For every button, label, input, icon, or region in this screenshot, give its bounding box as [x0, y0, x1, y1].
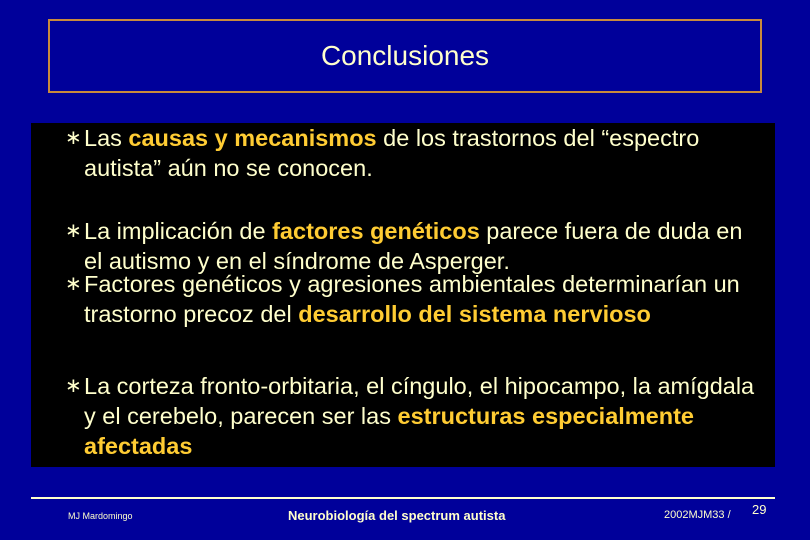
bullet-text: La corteza fronto-orbitaria, el cíngulo, el hipocampo, la amígdala y el cerebelo, parecen ser las — [84, 373, 755, 429]
highlight-text: estructuras especialmente afectadas — [84, 403, 695, 459]
asterisk-icon: ∗ — [65, 273, 82, 295]
bullet-item — [31, 269, 775, 329]
asterisk-icon: ∗ — [65, 375, 82, 397]
bullet-text: Las — [84, 125, 129, 151]
page-number: 29 — [752, 502, 767, 517]
content-panel — [31, 123, 775, 467]
bullet-text: de los trastornos del “espectro autista” aún no se conocen. — [84, 125, 700, 181]
bullet-item — [31, 371, 775, 461]
asterisk-icon: ∗ — [65, 127, 82, 149]
footer-author: MJ Mardomingo — [68, 511, 133, 521]
bullet-item — [31, 123, 775, 183]
footer-divider — [31, 497, 775, 499]
asterisk-icon: ∗ — [65, 220, 82, 242]
highlight-text: causas y mecanismos — [128, 125, 377, 151]
page-title: Conclusiones — [320, 40, 490, 71]
footer-title: Neurobiología del spectrum autista — [288, 508, 506, 523]
highlight-text: desarrollo del sistema nervioso — [298, 301, 651, 327]
bullet-text: Factores genéticos y agresiones ambientales determinarían un trastorno precoz del — [84, 271, 740, 327]
footer-code: 2002MJM33 / — [664, 509, 731, 521]
title-box — [48, 19, 762, 93]
bullet-text: La implicación de — [84, 218, 273, 244]
bullet-text: parece fuera de duda en el autismo y en el síndrome de Asperger. — [84, 218, 743, 274]
bullet-item — [31, 216, 775, 276]
highlight-text: factores genéticos — [272, 218, 480, 244]
